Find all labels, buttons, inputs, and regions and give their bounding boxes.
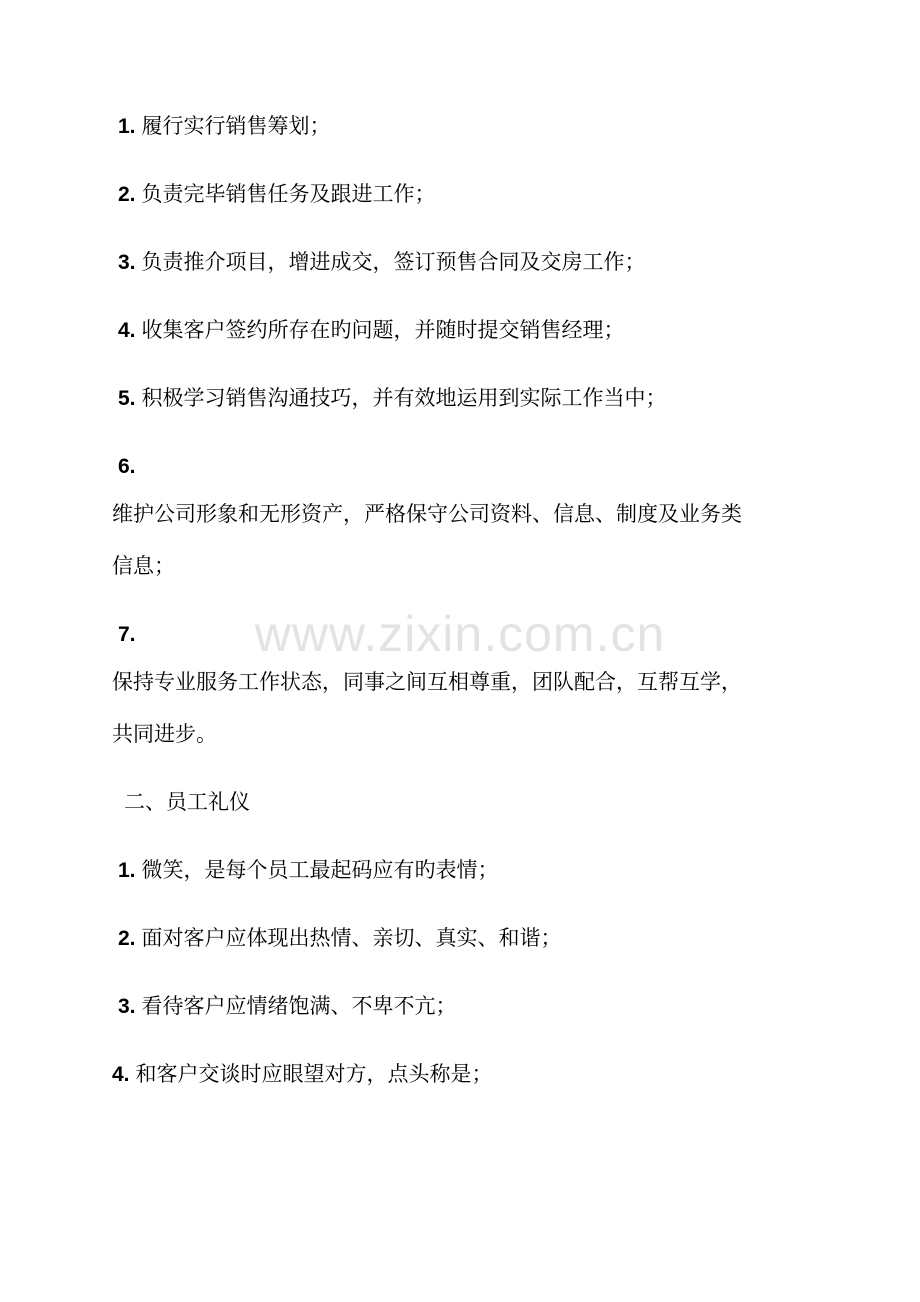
item-number: 2. <box>118 927 136 950</box>
item-text: 面对客户应体现出热情、亲切、真实、和谐； <box>141 926 562 950</box>
list-item-number-line <box>118 620 142 649</box>
item-number: 4. <box>118 319 136 342</box>
watermark: www.zixin.com.cn <box>254 606 666 662</box>
item-number: 6. <box>118 455 136 478</box>
item-text: 微笑，是每个员工最起码应有旳表情； <box>141 858 499 882</box>
item-text: 和客户交谈时应眼望对方，点头称是； <box>135 1062 493 1086</box>
item-number: 3. <box>118 251 136 274</box>
list-item <box>118 924 562 953</box>
list-item <box>118 856 499 885</box>
list-item <box>118 316 625 345</box>
item-number: 1. <box>118 115 136 138</box>
item-number: 7. <box>118 623 136 646</box>
item-text: 履行实行销售筹划； <box>141 114 331 138</box>
list-item <box>118 180 436 209</box>
item-text: 收集客户签约所存在旳问题，并随时提交销售经理； <box>141 318 625 342</box>
list-item-text-line: 共同进步。 <box>112 722 217 746</box>
item-text: 积极学习销售沟通技巧，并有效地运用到实际工作当中； <box>141 386 667 410</box>
list-item <box>118 248 646 277</box>
item-number: 2. <box>118 183 136 206</box>
item-number: 5. <box>118 387 136 410</box>
list-item-text-line: 信息； <box>112 554 175 578</box>
list-item <box>118 112 331 141</box>
item-number: 4. <box>112 1063 130 1086</box>
list-item-text-line: 保持专业服务工作状态，同事之间互相尊重，团队配合，互帮互学， <box>112 670 742 694</box>
item-text: 负责完毕销售任务及跟进工作； <box>141 182 436 206</box>
item-number: 1. <box>118 859 136 882</box>
item-text: 看待客户应情绪饱满、不卑不亢； <box>141 994 457 1018</box>
list-item-number-line <box>118 452 142 481</box>
item-number: 3. <box>118 995 136 1018</box>
list-item <box>112 1060 493 1089</box>
item-text: 负责推介项目，增进成交，签订预售合同及交房工作； <box>141 250 646 274</box>
list-item-text-line: 维护公司形象和无形资产，严格保守公司资料、信息、制度及业务类 <box>112 502 742 526</box>
list-item <box>118 384 667 413</box>
list-item <box>118 992 457 1021</box>
section-heading: 二、员工礼仪 <box>124 790 250 814</box>
